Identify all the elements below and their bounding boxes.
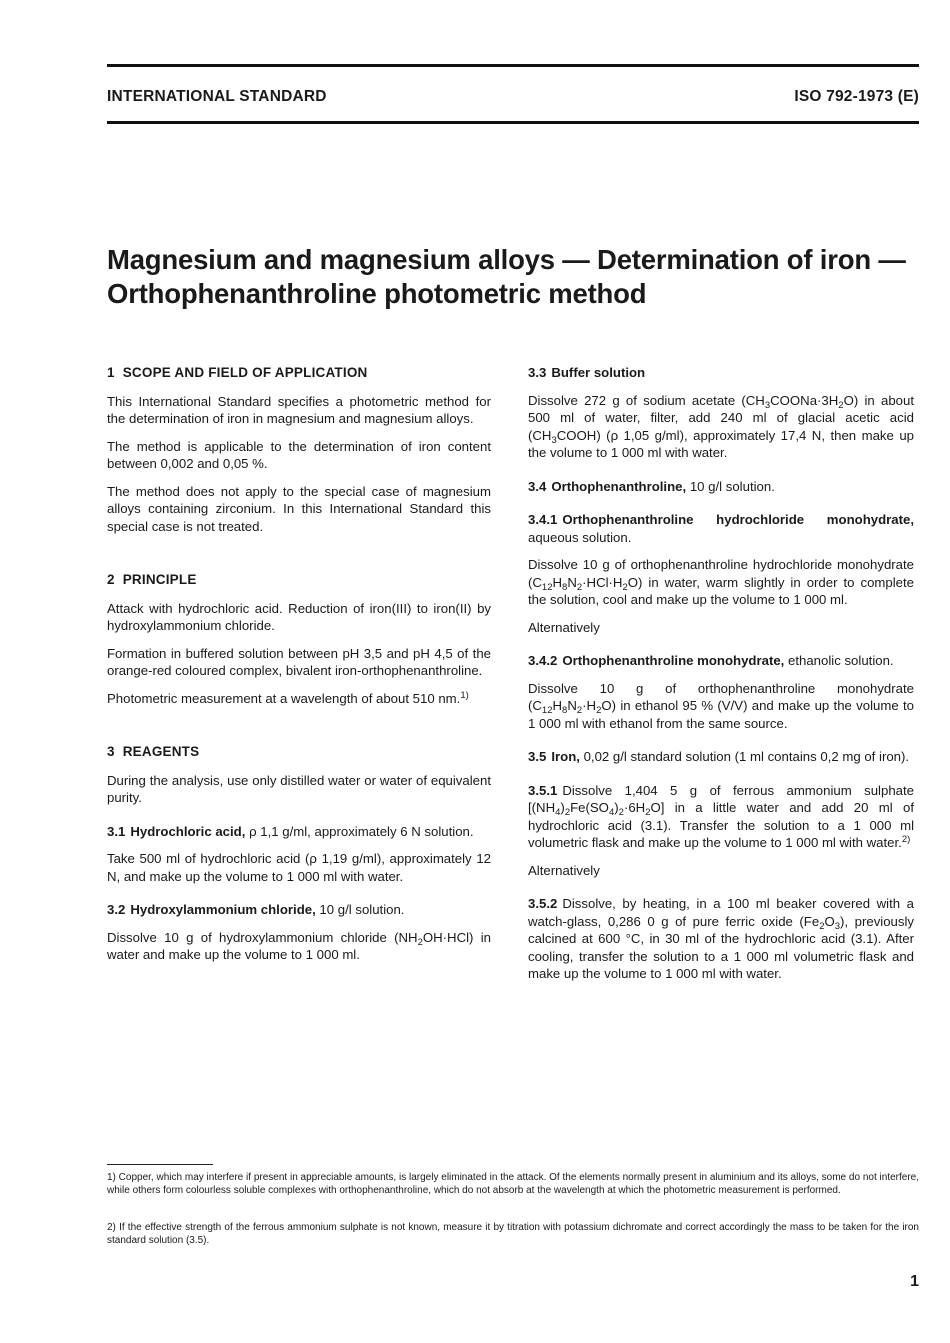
section-2-para-3: Photometric measurement at a wavelength of about 510 nm.$^{1)}$ (107, 689, 469, 706)
section-3-2-para: Dissolve 10 g of hydroxylammonium chloride $(NH_2OH\cdot HCl)$ in water and make up the volume to 1 000 ml. (107, 929, 491, 962)
footnote-ref-2: 2) (901, 834, 911, 845)
footnote-1: 1) Copper, which may interfere if present in appreciable amounts, is largely eliminated in the attack. Of the elements normally present in aluminium and its alloys, some do not interfere, while others form colourless soluble complexes with orthophenanthroline, which do not absorb at the wavelength at which the photometric measurement is performed. (107, 1172, 919, 1197)
header-bottom-rule (107, 121, 919, 124)
section-1-para-3: The method does not apply to the special case of magnesium alloys containing zirconium. In this International Standard this special case is not treated. (107, 483, 491, 534)
section-3-4-2-para: Dissolve 10 g of orthophenanthroline monohydrate $(C_{12}H_8N_2\cdot H_2O)$ in ethanol 95 % (V/V) and make up the volume to 1 000 ml with ethanol from the same source. (528, 680, 914, 731)
section-2-heading: 2 PRINCIPLE (107, 572, 197, 587)
section-3-4-heading: 3.4 Orthophenanthroline, 10 g/l solution. (528, 478, 775, 494)
footnote-separator (107, 1164, 213, 1165)
right-column (528, 364, 914, 993)
title-line-1: Magnesium and magnesium alloys — Determination of iron — (107, 244, 906, 275)
footnote-2: 2) If the effective strength of the ferrous ammonium sulphate is not known, measure it by titration with potassium dichromate and correct accordingly the mass to be taken for the iron standard solution (3.5). (107, 1222, 919, 1247)
section-1-para-2: The method is applicable to the determination of iron content between 0,002 and 0,05 %. (107, 438, 491, 471)
section-3-4-2-heading: 3.4.2 Orthophenanthroline monohydrate, ethanolic solution. (528, 653, 894, 668)
section-3-5-1-alternatively: Alternatively (528, 862, 600, 878)
section-3-3-para: Dissolve 272 g of sodium acetate $(CH_3COONa\cdot 3H_2O)$ in about 500 ml of water, filter, add 240 ml of glacial acetic acid $(CH_3COOH)$ (ρ 1,05 g/ml), approximately 17,4 N, then make up the volume to 1 000 ml with water. (528, 392, 914, 460)
section-3-4-1-alternatively: Alternatively (528, 619, 600, 635)
section-3-2-heading: 3.2 Hydroxylammonium chloride, 10 g/l solution. (107, 902, 405, 917)
header-top-rule (107, 64, 919, 67)
section-3-5-1-para: 3.5.1 Dissolve 1,404 5 g of ferrous ammonium sulphate $[(NH_4)_2Fe(SO_4)_2\cdot 6H_2O]$ in a little water and add 20 ml of hydrochloric acid (3.1). Transfer the solution to a 1 000 ml volumetric flask and make up the volume to 1 000 ml with water.$^{2)}$ (528, 782, 914, 850)
document-title (107, 243, 927, 311)
section-3-5-heading: 3.5 Iron, 0,02 g/l standard solution (1 ml contains 0,2 mg of iron). (528, 749, 910, 764)
footnote-ref-1: 1) (460, 689, 469, 701)
section-1-para-1: This International Standard specifies a photometric method for the determination of iron in magnesium and magnesium alloys. (107, 393, 491, 426)
section-3-para-1: During the analysis, use only distilled water or water of equivalent purity. (107, 772, 491, 805)
section-2-para-1: Attack with hydrochloric acid. Reduction of iron(III) to iron(II) by hydroxylammonium chloride. (107, 600, 491, 633)
section-3-4-1-para: Dissolve 10 g of orthophenanthroline hydrochloride monohydrate $(C_{12}H_8N_2\cdot HCl\cdot H_2O)$ in water, warm slightly in order to complete the solution, cool and make up the volume to 1 000 ml. (528, 557, 914, 607)
title-line-2: Orthophenanthroline photometric method (107, 278, 647, 309)
section-3-5-2-para: 3.5.2 Dissolve, by heating, in a 100 ml beaker covered with a watch-glass, 0,286 0 g of pure ferric oxide $(Fe_2O_3)$, previously calcined at 600 °C, in 30 ml of the hydrochloric acid (3.1). After cooling, transfer the solution to a 1 000 ml volumetric flask and make up the volume to 1 000 ml with water. (528, 896, 914, 981)
section-3-4-1-heading: 3.4.1 Orthophenanthroline hydrochloride monohydrate, aqueous solution. (528, 512, 914, 545)
header-document-number: ISO 792-1973 (E) (794, 88, 919, 105)
section-3-1-heading: 3.1 Hydrochloric acid, ρ 1,1 g/ml, approximately 6 N solution. (107, 823, 474, 839)
page-number: 1 (910, 1273, 919, 1290)
section-3-1-para: Take 500 ml of hydrochloric acid (ρ 1,19 g/ml), approximately 12 N, and make up the volume to 1 000 ml with water. (107, 851, 491, 884)
left-column (107, 364, 491, 974)
section-2-para-2: Formation in buffered solution between pH 3,5 and pH 4,5 of the orange-red coloured complex, bivalent iron-orthophenanthroline. (107, 645, 491, 678)
section-3-heading: 3 REAGENTS (107, 744, 200, 759)
section-3-3-heading: 3.3 Buffer solution (528, 365, 646, 380)
header-standard-label: INTERNATIONAL STANDARD (107, 88, 327, 105)
section-1-heading: 1 SCOPE AND FIELD OF APPLICATION (107, 365, 368, 380)
